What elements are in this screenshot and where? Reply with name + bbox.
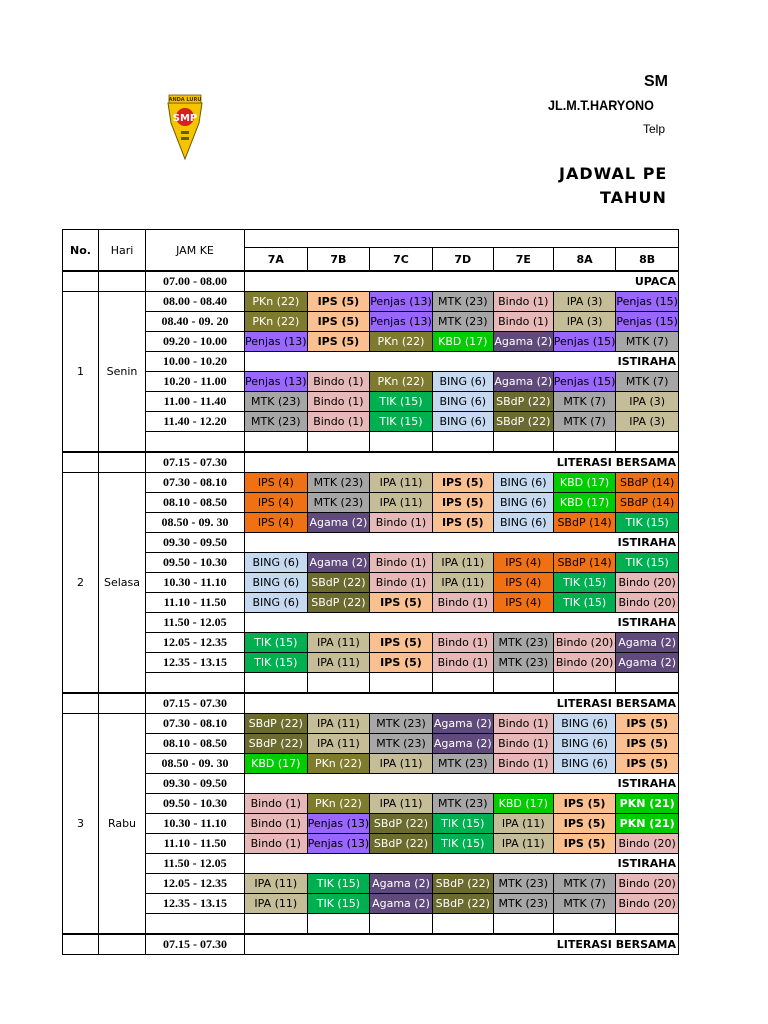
subject-cell: MTK (23) [245,412,308,432]
schedule-title: JADWAL PE [559,164,668,183]
header-class-8a: 8A [553,248,616,271]
subject-cell: IPS (5) [432,473,493,493]
subject-cell: MTK (23) [493,874,553,894]
subject-cell: IPS (5) [553,814,616,834]
schedule-row [63,754,679,774]
time-slot: 08.50 - 09. 30 [146,513,245,533]
day-name: Rabu [99,714,146,935]
time-slot: 07.15 - 07.30 [146,452,245,473]
subject-cell: Bindo (1) [432,633,493,653]
header-class-7a: 7A [245,248,308,271]
schedule-row [63,593,679,613]
subject-cell: IPA (3) [553,312,616,332]
day-no-spacer [63,452,99,473]
schedule-row [63,533,679,553]
time-slot: 09.50 - 10.30 [146,794,245,814]
time-slot: 11.10 - 11.50 [146,834,245,854]
subject-cell [432,914,493,935]
schedule-row [63,332,679,352]
school-name: SM [644,73,668,90]
subject-cell [553,914,616,935]
subject-cell: IPS (5) [553,834,616,854]
subject-cell: PKn (22) [370,332,433,352]
subject-cell: SBdP (22) [307,593,370,613]
schedule-row [63,794,679,814]
subject-cell: Bindo (1) [493,312,553,332]
subject-cell: Bindo (1) [245,794,308,814]
subject-cell: PKn (22) [245,312,308,332]
schedule-row [63,312,679,332]
time-slot: 09.20 - 10.00 [146,332,245,352]
break-banner: ISTIRAHA [245,613,679,633]
day-no-spacer [63,934,99,955]
subject-cell: IPS (4) [245,473,308,493]
subject-cell [370,673,433,694]
break-banner: ISTIRAHA [245,854,679,874]
subject-cell: Bindo (20) [616,593,679,613]
header-kelas-band [245,230,679,248]
subject-cell: MTK (23) [493,894,553,914]
subject-cell [370,432,433,453]
subject-cell: BING (6) [553,714,616,734]
subject-cell: Bindo (20) [616,834,679,854]
subject-cell: IPS (5) [432,493,493,513]
schedule-year-title: TAHUN [600,188,667,207]
subject-cell: SBdP (22) [307,573,370,593]
subject-cell [432,673,493,694]
time-slot: 07.30 - 08.10 [146,714,245,734]
subject-cell: SBdP (22) [432,894,493,914]
subject-cell: Bindo (1) [307,412,370,432]
subject-cell: Bindo (20) [553,633,616,653]
time-slot: 12.05 - 12.35 [146,633,245,653]
subject-cell: Agama (2) [307,553,370,573]
time-slot: 10.00 - 10.20 [146,352,245,372]
schedule-row [63,774,679,794]
day-name-spacer [99,271,146,292]
time-slot: 09.50 - 10.30 [146,553,245,573]
logo-text: ANDA LURU [168,97,202,104]
subject-cell: Agama (2) [370,874,433,894]
subject-cell: SBdP (14) [616,473,679,493]
time-slot: 09.30 - 09.50 [146,533,245,553]
subject-cell: BING (6) [493,493,553,513]
schedule-row [63,452,679,473]
subject-cell: Penjas (15) [553,332,616,352]
schedule-row [63,673,679,694]
subject-cell: IPS (4) [493,553,553,573]
subject-cell: BING (6) [432,412,493,432]
subject-cell [616,673,679,694]
subject-cell: MTK (7) [616,332,679,352]
subject-cell [493,673,553,694]
subject-cell: Penjas (15) [616,312,679,332]
school-address: JL.M.T.HARYONO [548,97,654,113]
time-slot: 11.10 - 11.50 [146,593,245,613]
day-name-spacer [99,934,146,955]
subject-cell: Penjas (15) [553,372,616,392]
subject-cell: Bindo (1) [432,653,493,673]
subject-cell: BING (6) [245,573,308,593]
subject-cell [245,432,308,453]
schedule-row [63,734,679,754]
subject-cell: KBD (17) [493,794,553,814]
day-name: Selasa [99,473,146,694]
subject-cell: IPA (11) [307,653,370,673]
subject-cell: TIK (15) [370,392,433,412]
subject-cell: IPA (11) [307,734,370,754]
subject-cell: BING (6) [432,392,493,412]
subject-cell: SBdP (22) [493,392,553,412]
subject-cell: SBdP (22) [432,874,493,894]
subject-cell: IPS (5) [432,513,493,533]
svg-text:SMP: SMP [172,113,198,124]
subject-cell: TIK (15) [553,573,616,593]
schedule-row [63,854,679,874]
header-class-7e: 7E [493,248,553,271]
subject-cell: SBdP (22) [370,834,433,854]
header-class-7d: 7D [432,248,493,271]
subject-cell: MTK (23) [432,292,493,312]
time-slot [146,432,245,453]
schedule-row [63,432,679,453]
schedule-row [63,473,679,493]
subject-cell [307,673,370,694]
subject-cell: MTK (23) [307,473,370,493]
subject-cell [307,432,370,453]
subject-cell: MTK (23) [245,392,308,412]
header-class-7b: 7B [307,248,370,271]
schedule-row [63,392,679,412]
time-slot: 12.05 - 12.35 [146,874,245,894]
schedule-row [63,271,679,292]
schedule-row [63,573,679,593]
subject-cell [616,432,679,453]
break-banner: LITERASI BERSAMA [245,452,679,473]
time-slot: 08.40 - 09. 20 [146,312,245,332]
subject-cell: IPA (11) [432,553,493,573]
school-phone: Telp [643,122,666,136]
schedule-row [63,714,679,734]
subject-cell [307,914,370,935]
subject-cell: SBdP (14) [553,553,616,573]
time-slot: 10.20 - 11.00 [146,372,245,392]
subject-cell: IPA (11) [370,794,433,814]
subject-cell [553,432,616,453]
subject-cell: Bindo (1) [307,372,370,392]
subject-cell: Agama (2) [370,894,433,914]
break-banner: LITERASI BERSAMA [245,693,679,714]
subject-cell: BING (6) [245,593,308,613]
subject-cell: Agama (2) [616,653,679,673]
header-class-8b: 8B [616,248,679,271]
time-slot: 12.35 - 13.15 [146,653,245,673]
subject-cell: IPA (11) [245,894,308,914]
subject-cell: PKn (22) [370,372,433,392]
subject-cell [370,914,433,935]
subject-cell: IPS (5) [307,332,370,352]
break-banner: UPACA [245,271,679,292]
subject-cell: Bindo (1) [493,714,553,734]
subject-cell: Bindo (1) [370,553,433,573]
subject-cell: Bindo (20) [553,653,616,673]
subject-cell: IPS (4) [245,513,308,533]
subject-cell: SBdP (14) [553,513,616,533]
subject-cell: MTK (7) [553,894,616,914]
subject-cell: Bindo (20) [616,894,679,914]
subject-cell [432,432,493,453]
subject-cell: PKn (22) [307,754,370,774]
subject-cell: IPS (5) [370,633,433,653]
subject-cell: IPA (11) [245,874,308,894]
subject-cell: KBD (17) [553,473,616,493]
subject-cell: Bindo (1) [493,292,553,312]
schedule-row [63,834,679,854]
break-banner: ISTIRAHA [245,774,679,794]
subject-cell: IPA (11) [370,493,433,513]
time-slot: 10.30 - 11.10 [146,814,245,834]
subject-cell [616,914,679,935]
time-slot [146,914,245,935]
subject-cell: Agama (2) [432,734,493,754]
subject-cell: BING (6) [432,372,493,392]
subject-cell: IPA (11) [370,754,433,774]
subject-cell: SBdP (22) [245,734,308,754]
subject-cell: MTK (23) [370,714,433,734]
time-slot: 11.40 - 12.20 [146,412,245,432]
timetable [62,229,679,955]
time-slot [146,673,245,694]
subject-cell: IPA (3) [553,292,616,312]
subject-cell: IPA (3) [616,412,679,432]
subject-cell: IPS (5) [616,754,679,774]
subject-cell: Penjas (13) [245,372,308,392]
subject-cell: SBdP (14) [616,493,679,513]
subject-cell: MTK (23) [493,653,553,673]
subject-cell: TIK (15) [307,874,370,894]
time-slot: 08.00 - 08.40 [146,292,245,312]
subject-cell: Agama (2) [493,332,553,352]
subject-cell [245,914,308,935]
subject-cell: TIK (15) [616,513,679,533]
subject-cell: IPA (11) [493,834,553,854]
subject-cell: BING (6) [493,473,553,493]
subject-cell: Agama (2) [432,714,493,734]
subject-cell: IPA (11) [307,714,370,734]
subject-cell: IPS (4) [493,573,553,593]
schedule-row [63,633,679,653]
subject-cell: Bindo (1) [432,593,493,613]
schedule-row [63,493,679,513]
subject-cell: Agama (2) [616,633,679,653]
subject-cell: Bindo (1) [493,734,553,754]
subject-cell: PKn (22) [307,794,370,814]
subject-cell [553,673,616,694]
subject-cell: PKN (21) [616,794,679,814]
subject-cell: Bindo (1) [307,392,370,412]
subject-cell: MTK (23) [493,633,553,653]
break-banner: ISTIRAHA [245,533,679,553]
subject-cell: SBdP (22) [493,412,553,432]
subject-cell: Bindo (1) [370,513,433,533]
subject-cell: IPA (3) [616,392,679,412]
subject-cell: Penjas (13) [307,834,370,854]
subject-cell: IPA (11) [370,473,433,493]
day-number: 1 [63,292,99,453]
time-slot: 09.30 - 09.50 [146,774,245,794]
schedule-row [63,814,679,834]
schedule-row [63,513,679,533]
break-banner: LITERASI BERSAMA [245,934,679,955]
header-hari: Hari [99,230,146,272]
subject-cell: MTK (7) [553,392,616,412]
subject-cell: TIK (15) [432,834,493,854]
subject-cell: TIK (15) [307,894,370,914]
subject-cell: IPS (4) [493,593,553,613]
subject-cell: IPS (5) [370,593,433,613]
subject-cell: PKN (21) [616,814,679,834]
time-slot: 07.15 - 07.30 [146,934,245,955]
subject-cell: Bindo (1) [370,573,433,593]
subject-cell: BING (6) [493,513,553,533]
schedule-row [63,914,679,935]
subject-cell: IPA (11) [432,573,493,593]
subject-cell: IPA (11) [493,814,553,834]
subject-cell: IPS (5) [616,714,679,734]
day-name-spacer [99,452,146,473]
time-slot: 08.50 - 09. 30 [146,754,245,774]
subject-cell: MTK (23) [432,312,493,332]
schedule-row [63,613,679,633]
schedule-row [63,693,679,714]
time-slot: 07.30 - 08.10 [146,473,245,493]
subject-cell: Penjas (15) [616,292,679,312]
day-name-spacer [99,693,146,714]
break-banner: ISTIRAHA [245,352,679,372]
subject-cell: TIK (15) [245,653,308,673]
subject-cell: BING (6) [553,734,616,754]
subject-cell: TIK (15) [616,553,679,573]
subject-cell [245,673,308,694]
subject-cell: IPA (11) [307,633,370,653]
subject-cell: IPS (5) [307,312,370,332]
subject-cell: Penjas (13) [370,292,433,312]
subject-cell: MTK (23) [307,493,370,513]
day-no-spacer [63,693,99,714]
subject-cell: Penjas (13) [370,312,433,332]
subject-cell: MTK (23) [432,754,493,774]
subject-cell: Agama (2) [307,513,370,533]
time-slot: 11.50 - 12.05 [146,613,245,633]
subject-cell: MTK (7) [553,874,616,894]
subject-cell: PKn (22) [245,292,308,312]
subject-cell: TIK (15) [432,814,493,834]
subject-cell: IPS (5) [553,794,616,814]
time-slot: 12.35 - 13.15 [146,894,245,914]
subject-cell: BING (6) [553,754,616,774]
time-slot: 11.50 - 12.05 [146,854,245,874]
subject-cell: KBD (17) [553,493,616,513]
header-no: No. [63,230,99,272]
subject-cell: IPS (5) [616,734,679,754]
time-slot: 11.00 - 11.40 [146,392,245,412]
subject-cell: MTK (7) [616,372,679,392]
day-number: 2 [63,473,99,694]
schedule-row [63,553,679,573]
schedule-row [63,874,679,894]
subject-cell: Penjas (13) [245,332,308,352]
subject-cell: Bindo (1) [493,754,553,774]
time-slot: 08.10 - 08.50 [146,493,245,513]
subject-cell: TIK (15) [370,412,433,432]
subject-cell: KBD (17) [245,754,308,774]
subject-cell: KBD (17) [432,332,493,352]
time-slot: 10.30 - 11.10 [146,573,245,593]
subject-cell: MTK (23) [432,794,493,814]
schedule-row [63,653,679,673]
header-class-7c: 7C [370,248,433,271]
subject-cell: TIK (15) [245,633,308,653]
subject-cell [493,914,553,935]
subject-cell: Bindo (1) [245,834,308,854]
schedule-row [63,292,679,312]
subject-cell [493,432,553,453]
subject-cell: BING (6) [245,553,308,573]
schedule-row [63,352,679,372]
time-slot: 07.15 - 07.30 [146,693,245,714]
day-name: Senin [99,292,146,453]
subject-cell: MTK (7) [553,412,616,432]
subject-cell: Bindo (20) [616,874,679,894]
subject-cell: SBdP (22) [370,814,433,834]
day-no-spacer [63,271,99,292]
subject-cell: IPS (4) [245,493,308,513]
schedule-row [63,412,679,432]
day-number: 3 [63,714,99,935]
subject-cell: MTK (23) [370,734,433,754]
subject-cell: IPS (5) [370,653,433,673]
subject-cell: IPS (5) [307,292,370,312]
school-emblem-icon [166,93,204,161]
header-jam: JAM KE [146,230,245,272]
time-slot: 07.00 - 08.00 [146,271,245,292]
time-slot: 08.10 - 08.50 [146,734,245,754]
subject-cell: Bindo (1) [245,814,308,834]
schedule-row [63,894,679,914]
subject-cell: Penjas (13) [307,814,370,834]
schedule-row [63,372,679,392]
subject-cell: Agama (2) [493,372,553,392]
subject-cell: TIK (15) [553,593,616,613]
schedule-row [63,934,679,955]
subject-cell: Bindo (20) [616,573,679,593]
subject-cell: SBdP (22) [245,714,308,734]
